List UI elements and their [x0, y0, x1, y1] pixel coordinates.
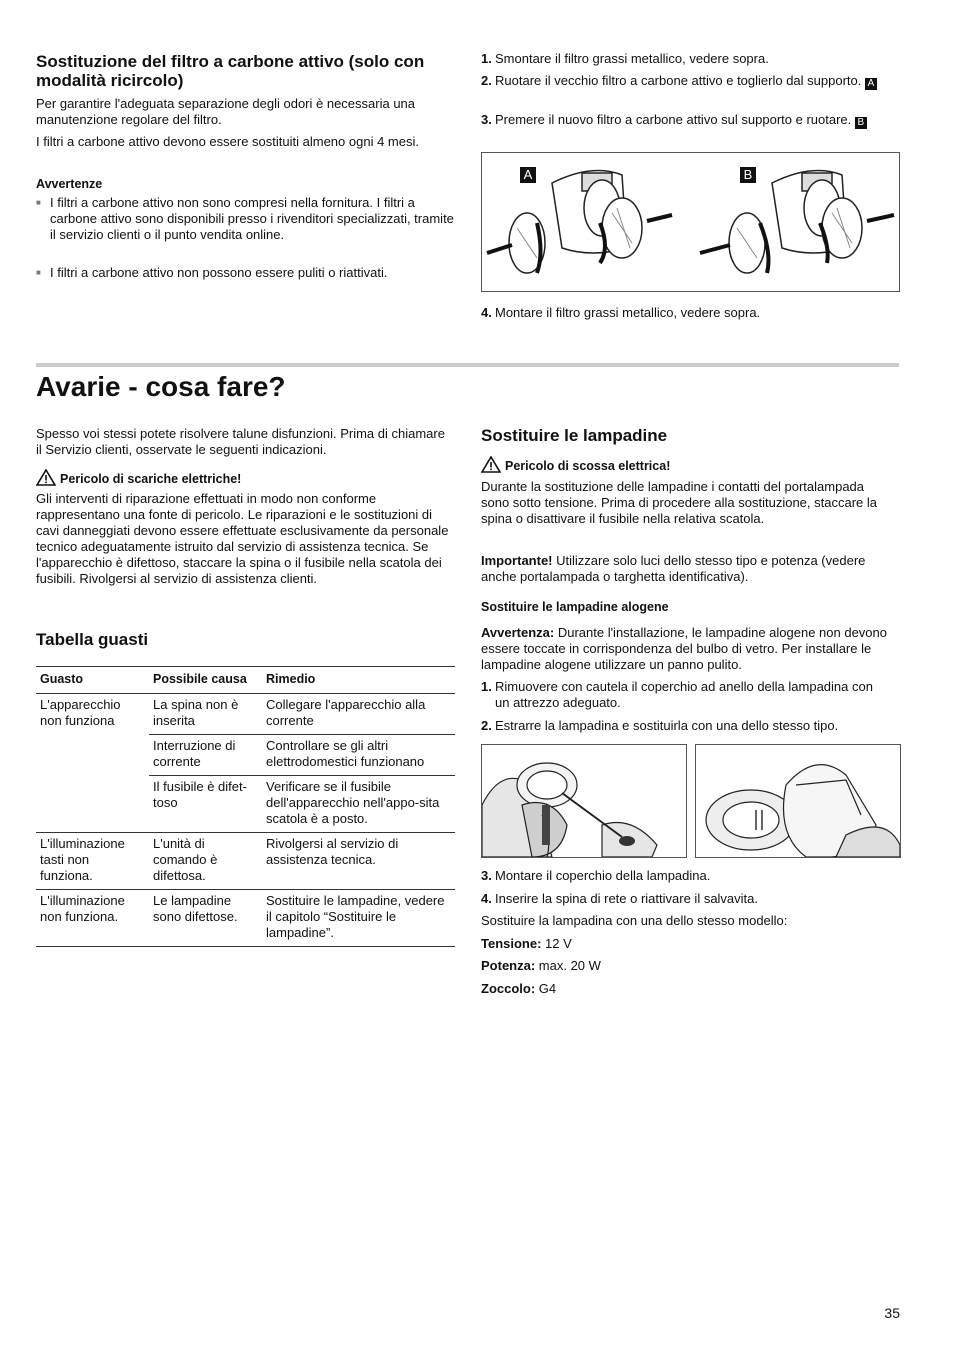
paragraph: Per garantire l'adeguata separazione degli odori è necessaria una manutenzione regolare del filtro. [36, 96, 416, 127]
step-item [481, 51, 915, 67]
step-number: 1. [481, 679, 492, 694]
step-item [481, 891, 915, 907]
spec-value: 12 V [541, 936, 572, 951]
warning-text: Pericolo di scariche elettriche! [60, 472, 242, 486]
figure-label-a: A [520, 167, 536, 183]
warning-heading [36, 469, 241, 487]
important-text: Utilizzare solo luci dello stesso tipo e potenza (vedere anche portalampada o targhetta identificativa). [481, 553, 866, 584]
warning-text: Pericolo di scossa elettrica! [505, 459, 671, 473]
step-number: 4. [481, 305, 492, 320]
column-header: Possibile causa [149, 667, 262, 694]
list-item: ■ I filtri a carbone attivo non sono compresi nella fornitura. I filtri a carbone attivo sono disponibili presso i rivenditori specializzati, tramite il servizio clienti o il punto vendita online. [36, 195, 456, 243]
table-row [36, 694, 455, 735]
figure-carbon-filter [481, 152, 900, 292]
table-row [36, 735, 455, 776]
step-text: Premere il nuovo filtro a carbone attivo sul supporto e ruotare. [495, 112, 852, 127]
subheading-halogen: Sostituire le lampadine alogene [481, 600, 669, 614]
warning-icon [481, 456, 501, 473]
step-item [481, 305, 915, 321]
spec-socket [481, 981, 556, 997]
table-cell: Le lampadine sono difettose. [149, 890, 262, 947]
step-text: Ruotare il vecchio filtro a carbone attivo e toglierlo dal supporto. [495, 73, 862, 88]
table-cell [36, 776, 149, 833]
step-item [481, 679, 875, 711]
step-number: 3. [481, 868, 492, 883]
figure-replace-bulb [695, 744, 901, 858]
step-number: 2. [481, 73, 492, 88]
table-cell: L'illuminazione tasti non funziona. [36, 833, 149, 890]
table-cell: Interruzione di corrente [149, 735, 262, 776]
step-item [481, 868, 915, 884]
step-text: Inserire la spina di rete o riattivare il salvavita. [495, 891, 759, 906]
paragraph: Gli interventi di riparazione effettuati in modo non conforme rappresentano una fonte di pericolo. Le riparazioni e le sostituzioni di cavi danneggiati devono essere effettuate esclusivamente da personale tecnico adeguatamente istruito dal servizio di assistenza tecnica. Se l'apparecchio è difettoso, staccare la spina o il fusibile nella scatola dei fusibili. Rivolgersi al servizio di assistenza clienti. [36, 491, 449, 586]
remove-cover-illustration [482, 745, 686, 857]
spec-label: Tensione: [481, 936, 542, 951]
figure-ref-tag: B [855, 117, 867, 129]
step-item [481, 112, 885, 129]
figure-label-b: B [740, 167, 756, 183]
table-cell: Collegare l'apparecchio alla corrente [262, 694, 455, 735]
table-row [36, 833, 455, 890]
paragraph [481, 625, 899, 673]
step-text: Montare il coperchio della lampadina. [495, 868, 711, 883]
column-header: Rimedio [262, 667, 455, 694]
table-cell: Verificare se il fusibile dell'apparecchio nell'appo-sita scatola è a posto. [262, 776, 455, 833]
note-label: Avvertenza: [481, 625, 555, 640]
table-header-row [36, 667, 455, 694]
table-cell: L'apparecchio non funziona [40, 697, 121, 728]
table-cell: La spina non è inserita [149, 694, 262, 735]
spec-value: G4 [535, 981, 557, 996]
step-number: 4. [481, 891, 492, 906]
table-row [36, 776, 455, 833]
table-cell [36, 735, 149, 776]
table-row [36, 890, 455, 947]
figure-remove-cover [481, 744, 687, 858]
warning-heading [481, 456, 670, 474]
spec-label: Potenza: [481, 958, 536, 973]
step-item [481, 718, 915, 734]
list-item: ■ I filtri a carbone attivo non possono essere puliti o riattivati. [36, 265, 456, 281]
section-title-lamps: Sostituire le lampadine [481, 426, 668, 445]
subheading-notes: Avvertenze [36, 177, 103, 191]
step-item [481, 73, 885, 90]
warning-icon [36, 469, 56, 486]
replace-bulb-illustration [696, 745, 900, 857]
table-cell: Sostituire le lampadine, vedere il capitolo “Sostituire le lampadine”. [262, 890, 455, 947]
paragraph: Sostituire la lampadina con una dello stesso modello: [481, 913, 788, 928]
step-number: 3. [481, 112, 492, 127]
step-number: 1. [481, 51, 492, 66]
step-text: Rimuovere con cautela il coperchio ad anello della lampadina con un attrezzo adeguato. [495, 679, 873, 710]
note-text: Durante l'installazione, le lampadine alogene non devono essere toccate in corrispondenza del bulbo di vetro. Per installare le lampadine alogene utilizzare un panno pulito. [481, 625, 887, 672]
step-text: Estrarre la lampadina e sostituirla con una dello stesso tipo. [495, 718, 839, 733]
column-header: Guasto [36, 667, 149, 694]
spec-voltage [481, 936, 572, 952]
section-title-carbon-filter: Sostituzione del filtro a carbone attivo (solo con modalità ricircolo) [36, 52, 425, 90]
spec-value: max. 20 W [535, 958, 601, 973]
paragraph: Durante la sostituzione delle lampadine i contatti del portalampada sono sotto tensione. Prima di procedere alla sostituzione, staccare la spina o disattivare il fusibile nella relativa scatola. [481, 479, 877, 526]
table-cell: Il fusibile è difet-toso [149, 776, 262, 833]
table-cell: Rivolgersi al servizio di assistenza tecnica. [262, 833, 455, 890]
important-label: Importante! [481, 553, 553, 568]
figure-ref-tag: A [865, 78, 877, 90]
filter-illustration [482, 153, 899, 291]
spec-label: Zoccolo: [481, 981, 536, 996]
table-cell: L'illuminazione non funziona. [36, 890, 149, 947]
step-number: 2. [481, 718, 492, 733]
paragraph: I filtri a carbone attivo devono essere sostituiti almeno ogni 4 mesi. [36, 134, 419, 149]
table-cell: L'unità di comando è difettosa. [149, 833, 262, 890]
fault-table [36, 666, 455, 947]
page-title: Avarie - cosa fare? [36, 371, 286, 402]
step-text: Montare il filtro grassi metallico, vedere sopra. [495, 305, 761, 320]
paragraph: Spesso voi stessi potete risolvere talune disfunzioni. Prima di chiamare il Servizio clienti, osservate le seguenti indicazioni. [36, 426, 445, 457]
section-title-fault-table: Tabella guasti [36, 630, 149, 649]
section-divider [36, 363, 899, 367]
paragraph [481, 553, 886, 585]
spec-power [481, 958, 601, 974]
table-cell: Controllare se gli altri elettrodomestici funzionano [262, 735, 455, 776]
page-number: 35 [884, 1305, 900, 1321]
step-text: Smontare il filtro grassi metallico, vedere sopra. [495, 51, 769, 66]
